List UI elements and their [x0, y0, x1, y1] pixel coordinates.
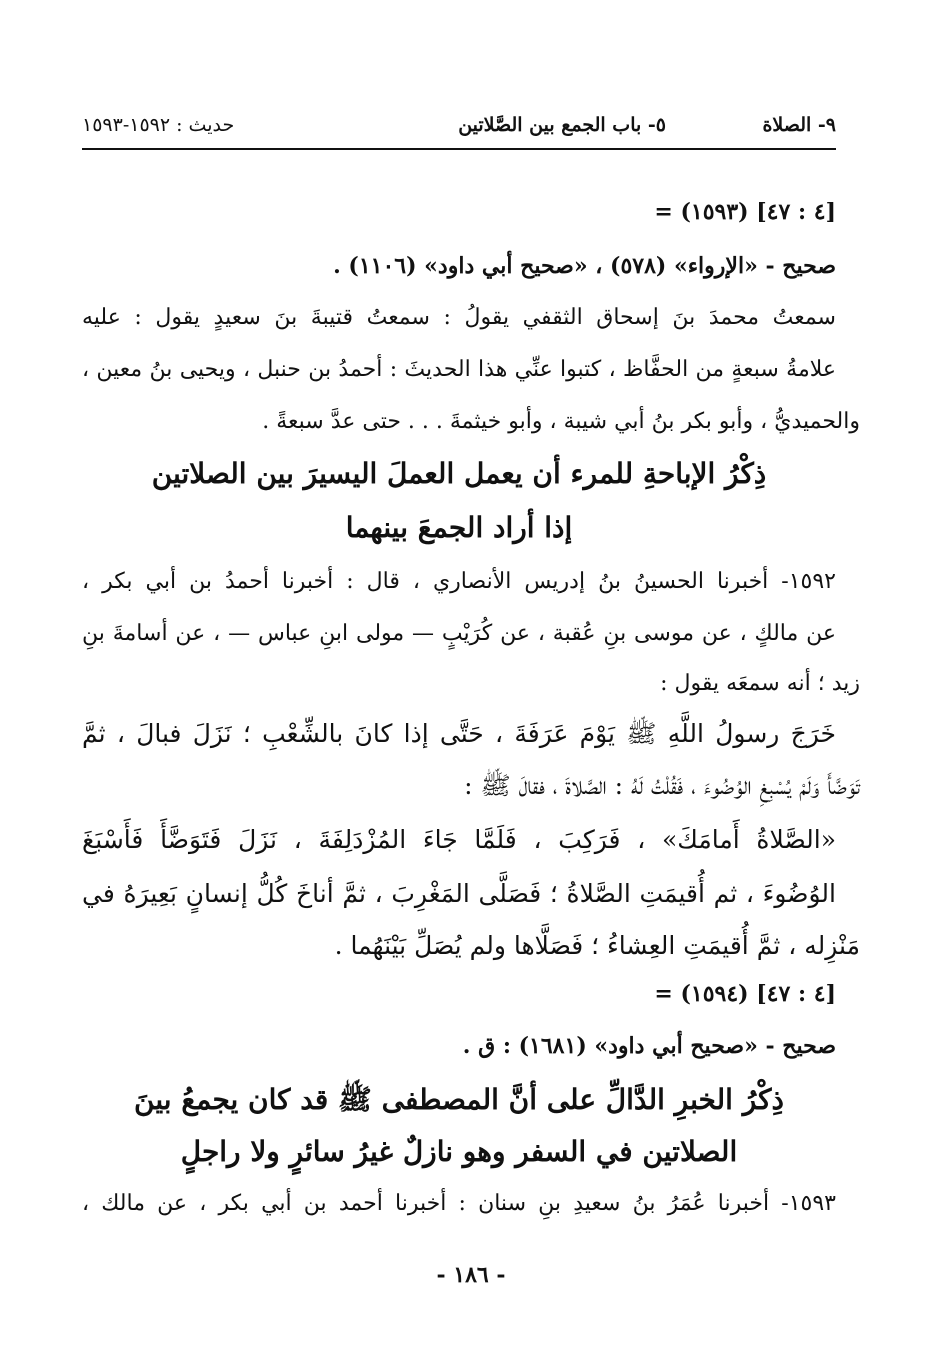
- text-line: مَنْزِله ، ثمَّ أُقيمَتِ العِشاءُ ؛ فَصَلَّاها ولم يُصَلِّ بَيْنَهُما .: [334, 931, 860, 960]
- header-chapter: ٩- الصلاة: [762, 114, 836, 136]
- hadith-1592-isnad: ١٥٩٢- أخبرنا الحسينُ بنُ إدريس الأنصاري ، قال : أخبرنا أحمدُ بن أبي بكر ،: [82, 569, 836, 594]
- text-line: علامةُ سبعةٍ من الحفَّاظ ، كتبوا عنِّي هذا الحديثَ : أحمدُ بن حنبل ، ويحيى بنُ معين ،: [82, 357, 836, 382]
- header-hadith-range: حديث : ١٥٩٢-١٥٩٣: [82, 114, 235, 136]
- cross-reference-1594: = (١٥٩٤) [٤ : ٤٧]: [654, 981, 836, 1007]
- grading-1593: صحيح - «الإرواء» (٥٧٨) ، «صحيح أبي داود» (١١٠٦) .: [333, 253, 836, 279]
- hadith-1593-isnad: ١٥٩٣- أخبرنا عُمَرُ بنُ سعيدِ بنِ سنان : أخبرنا أحمد بن أبي بكر ، عن مالك ،: [82, 1191, 836, 1216]
- text-line: الوُضُوءَ ، ثم أُقيمَتِ الصَّلاةُ ؛ فَصَلَّى المَغْرِبَ ، ثمَّ أناخَ كُلُّ إنسانٍ بَعِيرَهُ في: [82, 879, 836, 908]
- text-line: والحميديُّ ، وأبو بكر بنُ أبي شيبة ، وأبو خيثمةَ . . . حتى عدَّ سبعةً .: [262, 409, 860, 434]
- running-header: [82, 108, 836, 142]
- page-number: - ١٨٦ -: [436, 1262, 506, 1288]
- chapter-heading-line-2: إذا أراد الجمعَ بينهما: [345, 511, 573, 544]
- text-line: عن مالكٍ ، عن موسى بنِ عُقبة ، عن كُرَيْبٍ — مولى ابنِ عباس — ، عن أسامةَ بنِ: [82, 621, 836, 646]
- chapter-heading-line-4: الصلاتين في السفر وهو نازلٌ غيرُ سائرٍ ولا راجلٍ: [180, 1135, 738, 1168]
- chapter-heading-line-1: ذِكْرُ الإباحةِ للمرء أن يعمل العملَ اليسيرَ بين الصلاتين: [151, 457, 767, 490]
- header-section: ٥- باب الجمع بين الصَّلاتين: [458, 114, 666, 136]
- text-line: زيد ؛ أنه سمعَه يقول :: [660, 671, 860, 696]
- text-line: «الصَّلاةُ أَمامَكَ» ، فَرَكِبَ ، فَلَمَّا جَاءَ المُزْدَلِفَةَ ، نَزَلَ فَتَوَضَّأَ فَأَسْبَغَ: [82, 825, 836, 854]
- hadith-1592-matn: خَرَجَ رسولُ اللَّهِ ﷺ يَوْمَ عَرَفَةَ ، حَتَّى إذا كانَ بالشِّعْبِ ؛ نَزَلَ فبالَ ، ثمَّ: [82, 719, 836, 748]
- header-divider: [82, 148, 836, 150]
- grading-1594: صحيح - «صحيح أبي داود» (١٦٨١) : ق .: [462, 1033, 836, 1059]
- text-line: سمعتُ محمدَ بنَ إسحاق الثقفي يقولُ : سمعتُ قتيبةَ بنَ سعيدٍ يقول : عليه: [82, 305, 836, 330]
- chapter-heading-line-3: ذِكْرُ الخبرِ الدَّالِّ على أنَّ المصطفى ﷺ قد كان يجمعُ بينَ: [134, 1083, 784, 1116]
- cross-reference-1593: = (١٥٩٣) [٤ : ٤٧]: [654, 199, 836, 225]
- text-line: تَوَضَّأَ وَلَمْ يُسْبِغِ الوُضُوءَ ، فَقُلْتُ لَهُ : الصَّلاةَ ، فقالَ ﷺ :: [464, 771, 860, 800]
